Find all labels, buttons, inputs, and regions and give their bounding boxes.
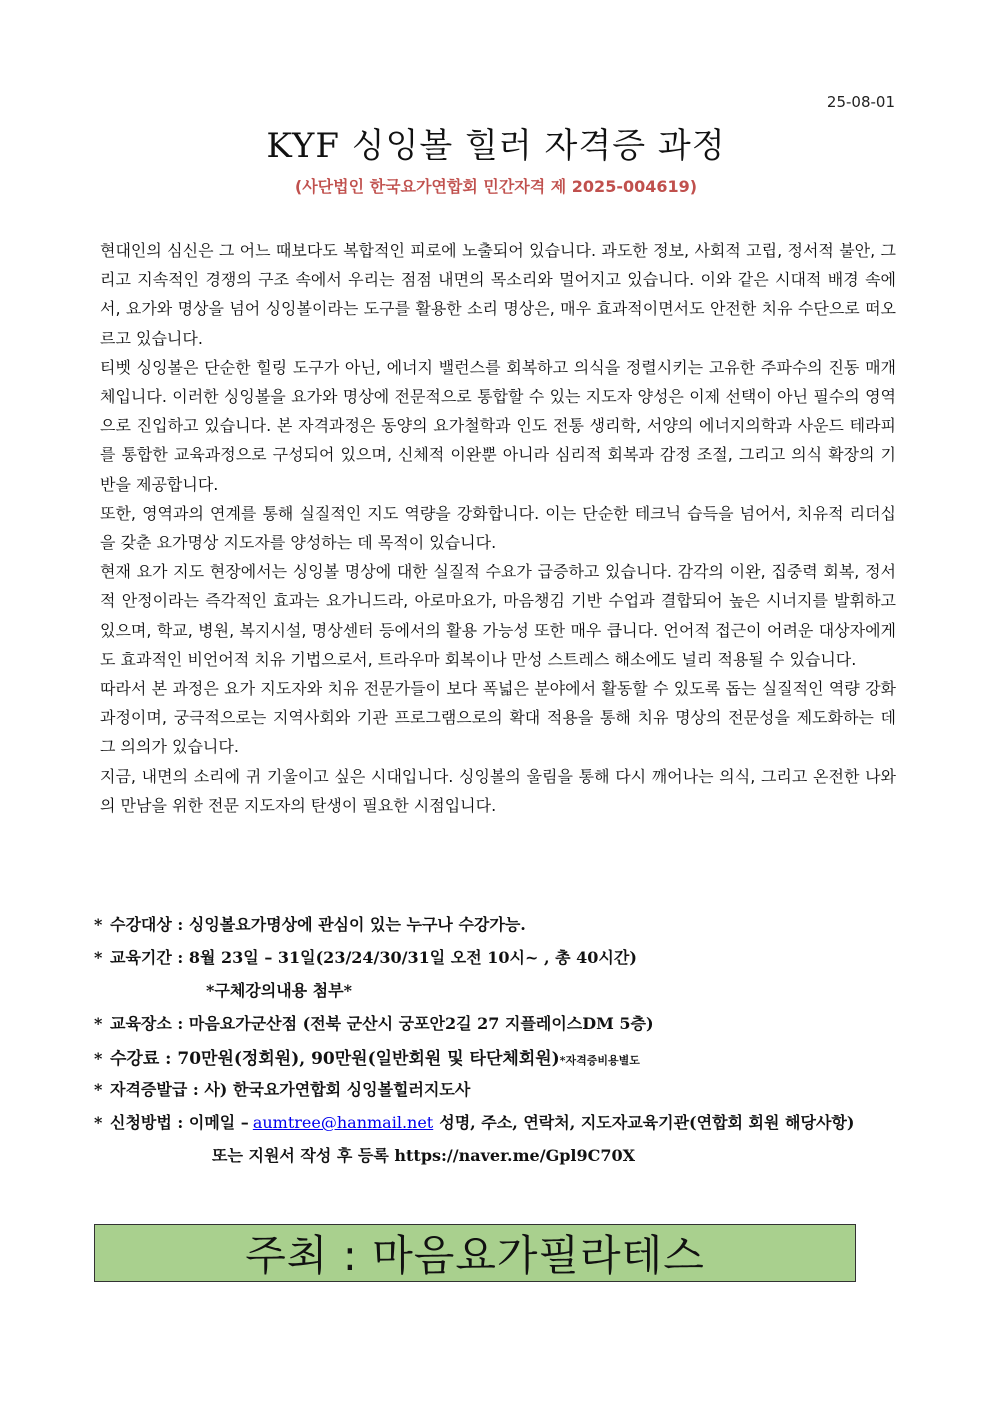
apply-email-link[interactable]: aumtree@hanmail.net (252, 1113, 434, 1132)
info-place (94, 1011, 904, 1044)
info-apply (94, 1110, 904, 1143)
paragraph-demand: 현재 요가 지도 현장에서는 싱잉볼 명상에 대한 실질적 수요가 급증하고 있습니다. 감각의 이완, 집중력 회복, 정서적 안정이라는 즉각적인 효과는 요가니드라, 아로마요가, 마음챙김 기반 수업과 결합되어 높은 시너지를 발휘하고 있으며, 학교, 병원, 복지시설, 명상센터 등에서의 활용 가능성 또한 매우 큽니다. 언어적 접근이 어려운 대상자에게도 효과적인 비언어적 치유 기법으로서, 트라우마 회복이나 만성 스트레스 해소에도 널리 적용될 수 있습니다. (100, 562, 896, 669)
info-target-text: 수강대상 : 싱잉볼요가명상에 관심이 있는 누구나 수강가능. (110, 915, 526, 934)
paragraph-purpose: 따라서 본 과정은 요가 지도자와 치유 전문가들이 보다 폭넓은 분야에서 활동할 수 있도록 돕는 실질적인 역량 강화 과정이며, 궁극적으로는 지역사회와 기관 프로그램으로의 확대 적용을 통해 치유 명상의 전문성을 제도화하는 데 그 의의가 있습니다. (100, 679, 896, 757)
info-cert (94, 1077, 904, 1110)
bullet-marker: * (94, 1080, 103, 1099)
info-apply-prefix: 신청방법 : 이메일 – (110, 1113, 249, 1132)
intro-body (100, 236, 896, 820)
paragraph-leadership: 또한, 영역과의 연계를 통해 실질적인 지도 역량을 강화합니다. 이는 단순한 테크닉 습득을 넘어서, 치유적 리더십을 갖춘 요가명상 지도자를 양성하는 데 목적이 있습니다. (100, 503, 896, 553)
paragraph-closing: 지금, 내면의 소리에 귀 기울이고 싶은 시대입니다. 싱잉볼의 울림을 통해 다시 깨어나는 의식, 그리고 온전한 나와의 만남을 위한 전문 지도자의 탄생이 필요한 시점입니다. (100, 766, 896, 815)
bullet-marker: * (94, 948, 103, 967)
host-text: 주최 : 마음요가필라테스 (245, 1231, 705, 1280)
bullet-marker: * (94, 1113, 103, 1132)
paragraph-intro: 현대인의 심신은 그 어느 때보다도 복합적인 피로에 노출되어 있습니다. 과도한 정보, 사회적 고립, 정서적 불안, 그리고 지속적인 경쟁의 구조 속에서 우리는 점점 내면의 목소리와 멀어지고 있습니다. 이와 같은 시대적 배경 속에서, 요가와 명상을 넘어 싱잉볼이라는 도구를 활용한 소리 명상은, 매우 효과적이면서도 안전한 치유 수단으로 떠오르고 있습니다. (100, 241, 896, 348)
page-subtitle: (사단법인 한국요가연합회 민간자격 제 2025-004619) (294, 177, 698, 196)
info-fee-text: 수강료 : 70만원(정회원), 90만원(일반회원 및 타단체회원) (110, 1049, 560, 1069)
info-apply-alt-text: 또는 지원서 작성 후 등록 https://naver.me/Gpl9C70X (212, 1146, 636, 1165)
info-cert-text: 자격증발급 : 사) 한국요가연합회 싱잉볼힐러지도사 (110, 1080, 471, 1099)
info-period-note-text: *구체강의내용 첨부* (206, 981, 352, 1000)
course-info-list (94, 912, 904, 1176)
page-title: KYF 싱잉볼 힐러 자격증 과정 (266, 126, 726, 166)
bullet-marker: * (94, 915, 103, 934)
info-period-text: 교육기간 : 8월 23일 – 31일(23/24/30/31일 오전 10시~ , 총 40시간) (110, 948, 637, 967)
info-apply-suffix: 성명, 주소, 연락처, 지도자교육기관(연합회 회원 해당사항) (439, 1113, 855, 1132)
document-date: 25-08-01 (826, 93, 895, 111)
info-place-text: 교육장소 : 마음요가군산점 (전북 군산시 궁포안2길 27 지플레이스DM 5층) (110, 1014, 654, 1033)
info-apply-alt (94, 1143, 904, 1176)
info-fee-note: *자격증비용별도 (559, 1054, 640, 1067)
bullet-marker: * (94, 1014, 103, 1033)
info-fee (94, 1044, 904, 1077)
paragraph-singing-bowl: 티벳 싱잉볼은 단순한 힐링 도구가 아닌, 에너지 밸런스를 회복하고 의식을 정렬시키는 고유한 주파수의 진동 매개체입니다. 이러한 싱잉볼을 요가와 명상에 전문적으로 통합할 수 있는 지도자 양성은 이제 선택이 아닌 필수의 영역으로 진입하고 있습니다. 본 자격과정은 동양의 요가철학과 인도 전통 생리학, 서양의 에너지의학과 사운드 테라피를 통합한 교육과정으로 구성되어 있으며, 신체적 이완뿐 아니라 심리적 회복과 감정 조절, 그리고 의식 확장의 기반을 제공합니다. (100, 357, 896, 494)
info-period (94, 945, 904, 978)
bullet-marker: * (94, 1049, 103, 1068)
info-target (94, 912, 904, 945)
host-banner (94, 1224, 856, 1282)
info-period-note (94, 978, 904, 1011)
